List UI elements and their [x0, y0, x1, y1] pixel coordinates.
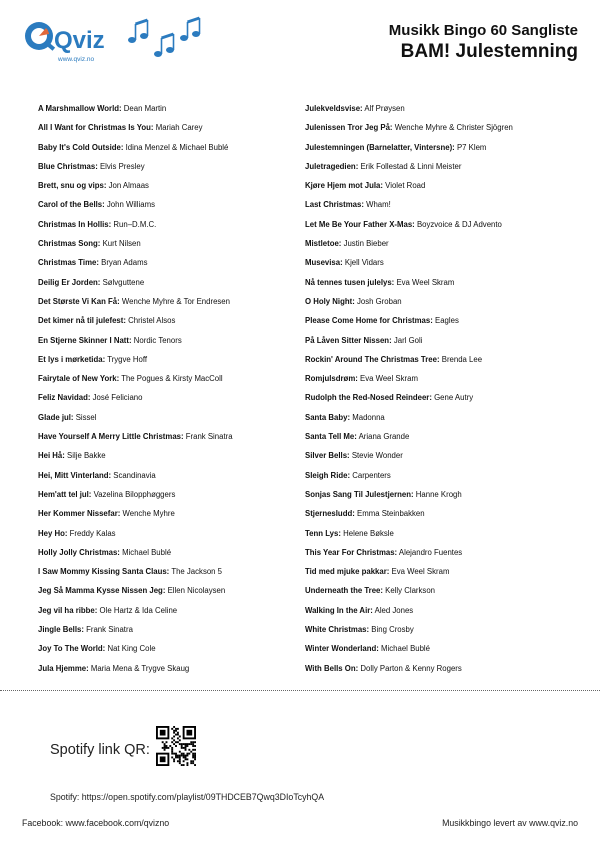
song-artist: Wenche Myhre & Christer Sjögren [394, 123, 513, 133]
song-item [305, 605, 570, 624]
song-artist: Ellen Nicolaysen [167, 586, 226, 596]
song-item [305, 450, 570, 469]
song-item [305, 489, 570, 508]
song-item [305, 257, 570, 276]
song-item [305, 296, 570, 315]
song-item [38, 142, 303, 161]
song-title: A Marshmallow World: [38, 104, 122, 113]
song-item [38, 238, 303, 257]
song-title: Silver Bells: [305, 451, 350, 461]
song-artist: Christel Alsos [128, 316, 176, 326]
song-item [305, 373, 570, 392]
song-title: Jula Hjemme: [38, 663, 89, 673]
song-title: Julestemningen (Barnelatter, Vintersne): [305, 142, 455, 152]
song-artist: Maria Mena & Trygve Skaug [90, 663, 190, 673]
song-title: Have Yourself A Merry Little Christmas: [38, 432, 184, 442]
song-artist: Silje Bakke [67, 451, 106, 461]
song-artist: Dolly Parton & Kenny Rogers [360, 663, 462, 673]
song-artist: Frank Sinatra [185, 432, 233, 442]
song-item [38, 450, 303, 469]
song-title: Et lys i mørketida: [38, 354, 106, 364]
song-item [305, 335, 570, 354]
song-title: Nå tennes tusen julelys: [305, 277, 395, 287]
song-item [38, 624, 303, 643]
song-item [38, 470, 303, 489]
song-artist: Wenche Myhre [122, 509, 175, 519]
song-artist: Ariana Grande [358, 432, 410, 442]
song-title: Rudolph the Red-Nosed Reindeer: [305, 393, 432, 403]
song-item [305, 219, 570, 238]
song-title: Jeg vil ha ribbe: [38, 605, 98, 615]
song-title: Joy To The World: [38, 644, 106, 654]
song-title: Underneath the Tree: [305, 586, 383, 596]
song-item [38, 528, 303, 547]
song-title: Hei, Mitt Vinterland: [38, 470, 112, 480]
song-item [38, 199, 303, 218]
song-list-left [38, 103, 303, 682]
song-artist: Bing Crosby [371, 625, 414, 635]
song-item [305, 566, 570, 585]
song-artist: Erik Follestad & Linni Meister [360, 161, 462, 171]
song-item [305, 354, 570, 373]
song-item [38, 489, 303, 508]
song-artist: The Pogues & Kirsty MacColl [121, 374, 223, 384]
song-artist: Sølvguttene [102, 277, 145, 287]
song-artist: Josh Groban [356, 296, 402, 306]
song-item [305, 547, 570, 566]
song-artist: Madonna [352, 412, 385, 422]
song-item [38, 277, 303, 296]
song-item [38, 219, 303, 238]
song-artist: Vazelina Bilopphøggers [93, 489, 176, 499]
song-title: En Stjerne Skinner I Natt: [38, 335, 132, 345]
song-item [305, 122, 570, 141]
song-title: O Holy Night: [305, 296, 355, 306]
song-artist: Sissel [75, 412, 97, 422]
song-artist: Nordic Tenors [133, 335, 182, 345]
song-title: Musevisa: [305, 258, 343, 268]
song-list-right [305, 103, 570, 682]
song-artist: Eagles [435, 316, 459, 326]
spotify-link[interactable]: Spotify: https://open.spotify.com/playlist/09THDCEB7Qwq3DIoTcyhQA [50, 792, 325, 802]
song-artist: Run–D.M.C. [113, 219, 157, 229]
song-artist: José Feliciano [92, 393, 143, 403]
song-title: Romjulsdrøm: [305, 374, 358, 384]
dotted-divider [0, 690, 600, 691]
song-item [38, 161, 303, 180]
song-title: På Låven Sitter Nissen: [305, 335, 392, 345]
song-item [38, 663, 303, 682]
song-item [38, 296, 303, 315]
song-item [38, 508, 303, 527]
song-title: Jeg Så Mamma Kysse Nissen Jeg: [38, 586, 166, 596]
logo-url: www.qviz.no [58, 56, 95, 63]
song-title: Winter Wonderland: [305, 644, 379, 654]
song-artist: Stevie Wonder [351, 451, 403, 461]
song-title: Blue Christmas: [38, 161, 98, 171]
song-item [305, 470, 570, 489]
song-title: Tid med mjuke pakkar: [305, 567, 390, 577]
song-artist: The Jackson 5 [171, 567, 223, 577]
song-title: Stjernesludd: [305, 509, 355, 519]
song-title: Julekveldsvise: [305, 104, 363, 113]
song-artist: Michael Bublé [122, 547, 172, 557]
song-item [38, 257, 303, 276]
song-artist: Ole Hartz & Ida Celine [99, 605, 178, 615]
song-artist: Hanne Krogh [415, 489, 462, 499]
song-item [305, 180, 570, 199]
spotify-qr-code[interactable] [156, 726, 196, 766]
song-item [305, 199, 570, 218]
song-title: Carol of the Bells: [38, 200, 105, 210]
facebook-link[interactable]: Facebook: www.facebook.com/qvizno [22, 818, 170, 828]
song-item [38, 335, 303, 354]
song-artist: Nat King Cole [107, 644, 156, 654]
song-item [38, 373, 303, 392]
song-title: Hei Hå: [38, 451, 65, 461]
song-artist: Emma Steinbakken [357, 509, 425, 519]
song-item [305, 431, 570, 450]
song-item [38, 605, 303, 624]
song-item [38, 392, 303, 411]
song-item [305, 585, 570, 604]
song-title: Walking In the Air: [305, 605, 373, 615]
song-title: Santa Tell Me: [305, 432, 357, 442]
song-title: Rockin' Around The Christmas Tree: [305, 354, 440, 364]
song-title: All I Want for Christmas Is You: [38, 123, 154, 133]
song-artist: Jon Almaas [108, 181, 149, 191]
song-artist: Frank Sinatra [86, 625, 133, 635]
song-artist: Scandinavia [113, 470, 156, 480]
song-title: Let Me Be Your Father X-Mas: [305, 219, 415, 229]
song-artist: Violet Road [385, 181, 426, 191]
song-artist: Elvis Presley [99, 161, 145, 171]
song-title: Last Christmas: [305, 200, 364, 210]
song-title: Christmas In Hollis: [38, 219, 112, 229]
song-artist: Bryan Adams [101, 258, 148, 268]
song-title: I Saw Mommy Kissing Santa Claus: [38, 567, 170, 577]
song-item [38, 122, 303, 141]
song-artist: Eva Weel Skram [396, 277, 455, 287]
song-item [305, 528, 570, 547]
song-item [38, 354, 303, 373]
song-artist: Wenche Myhre & Tor Endresen [121, 296, 230, 306]
song-title: Her Kommer Nissefar: [38, 509, 121, 519]
song-title: Sonjas Sang Til Julestjernen: [305, 489, 414, 499]
song-item [38, 643, 303, 662]
song-item [38, 566, 303, 585]
song-title: This Year For Christmas: [305, 547, 398, 557]
song-item [38, 315, 303, 334]
song-item [38, 103, 303, 122]
song-item [305, 412, 570, 431]
song-artist: Justin Bieber [343, 239, 389, 249]
song-title: Baby It's Cold Outside: [38, 142, 124, 152]
song-item [305, 643, 570, 662]
credit-text: Musikkbingo levert av www.qviz.no [442, 818, 578, 828]
song-artist: John Williams [106, 200, 155, 210]
song-artist: Eva Weel Skram [360, 374, 418, 384]
song-item [305, 142, 570, 161]
page-title: BAM! Julestemning [400, 41, 578, 62]
song-artist: Kurt Nilsen [102, 239, 141, 249]
song-item [305, 277, 570, 296]
song-title: Hem'att tel jul: [38, 489, 92, 499]
song-item [305, 392, 570, 411]
song-artist: Jarl Goli [393, 335, 423, 345]
song-title: Santa Baby: [305, 412, 351, 422]
song-title: Hey Ho: [38, 528, 68, 538]
song-title: Christmas Time: [38, 258, 99, 268]
song-item [38, 547, 303, 566]
song-artist: Michael Bublé [381, 644, 431, 654]
song-artist: Trygve Hoff [107, 354, 148, 364]
song-item [305, 663, 570, 682]
song-title: Jingle Bells: [38, 625, 84, 635]
song-item [305, 238, 570, 257]
song-title: Juletragedien: [305, 161, 359, 171]
qr-label: Spotify link QR: [50, 742, 150, 758]
song-item [38, 412, 303, 431]
header [389, 22, 578, 64]
song-artist: Eva Weel Skram [391, 567, 450, 577]
song-item [305, 624, 570, 643]
song-artist: Kjell Vidars [344, 258, 384, 268]
song-artist: Gene Autry [434, 393, 474, 403]
song-item [305, 508, 570, 527]
song-item [305, 161, 570, 180]
song-item [38, 431, 303, 450]
song-artist: Idina Menzel & Michael Bublé [125, 142, 229, 152]
song-item [305, 103, 570, 122]
song-title: Fairytale of New York: [38, 374, 120, 384]
song-artist: Carpenters [352, 470, 391, 480]
song-artist: Mariah Carey [155, 123, 203, 133]
song-title: Glade jul: [38, 412, 74, 422]
logo-wordmark: Qviz [54, 27, 105, 54]
song-title: With Bells On: [305, 663, 359, 673]
song-title: Mistletoe: [305, 239, 342, 249]
song-artist: Boyzvoice & DJ Advento [416, 219, 502, 229]
song-artist: Dean Martin [123, 104, 167, 113]
song-title: Please Come Home for Christmas: [305, 316, 433, 326]
song-title: Tenn Lys: [305, 528, 341, 538]
song-item [305, 315, 570, 334]
song-title: Kjøre Hjem mot Jula: [305, 181, 383, 191]
song-title: Holly Jolly Christmas: [38, 547, 120, 557]
song-title: Julenissen Tror Jeg På: [305, 123, 393, 133]
song-artist: P7 Klem [456, 142, 487, 152]
song-artist: Freddy Kalas [69, 528, 116, 538]
song-artist: Alejandro Fuentes [398, 547, 463, 557]
song-artist: Alf Prøysen [364, 104, 405, 113]
song-artist: Brenda Lee [441, 354, 483, 364]
song-title: Sleigh Ride: [305, 470, 351, 480]
song-title: Det Største Vi Kan Få: [38, 296, 120, 306]
song-artist: Aled Jones [374, 605, 414, 615]
song-title: Feliz Navidad: [38, 393, 91, 403]
song-title: Det kimer nå til julefest: [38, 316, 126, 326]
song-artist: Kelly Clarkson [385, 586, 435, 596]
song-title: Deilig Er Jorden: [38, 277, 101, 287]
subtitle: Musikk Bingo 60 Sangliste [388, 22, 578, 39]
song-artist: Wham! [366, 200, 391, 210]
song-title: Brett, snu og vips: [38, 181, 107, 191]
song-title: White Christmas: [305, 625, 370, 635]
song-item [38, 180, 303, 199]
qviz-logo [22, 14, 112, 66]
song-title: Christmas Song: [38, 239, 101, 249]
song-item [38, 585, 303, 604]
music-notes-icon [124, 14, 204, 64]
song-artist: Helene Bøksle [343, 528, 394, 538]
